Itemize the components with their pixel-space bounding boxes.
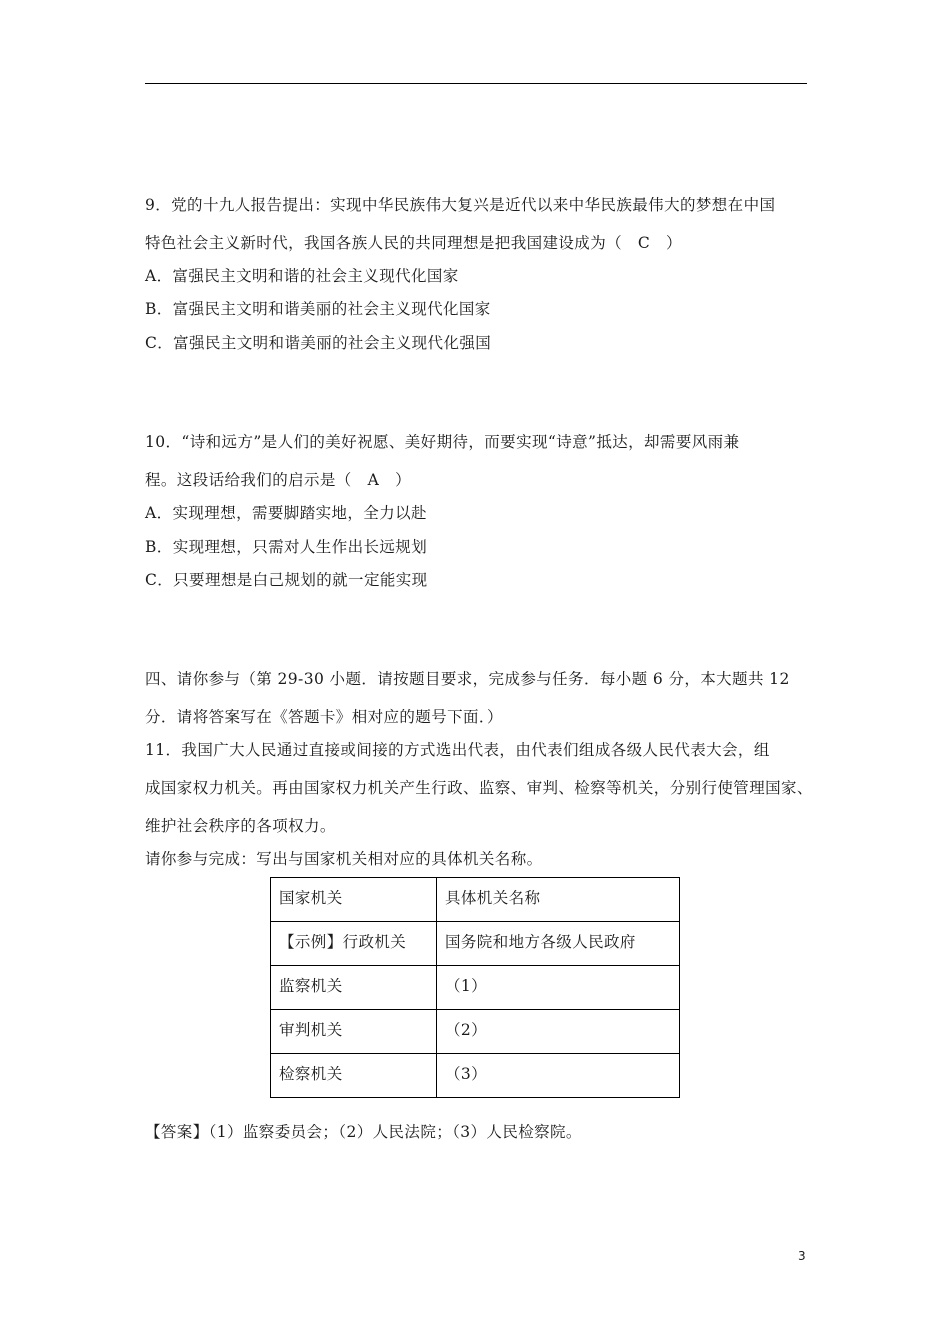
question-9-option-c: C．富强民主文明和谐美丽的社会主义现代化强国 <box>145 334 492 352</box>
question-10-option-c: C．只要理想是白己规划的就一定能实现 <box>145 571 428 589</box>
table-cell: （2） <box>437 1010 680 1054</box>
question-11-answer: 【答案】（1）监察委员会；（2）人民法院；（3）人民检察院。 <box>145 1123 582 1141</box>
question-9-option-b: B．富强民主文明和谐美丽的社会主义现代化国家 <box>145 300 491 318</box>
question-10-stem-line-1: 10．“诗和远方”是人们的美好祝愿、美好期待，而要实现“诗意”抵达，却需要风雨兼 <box>145 433 740 451</box>
header-rule <box>145 83 807 84</box>
table-cell: 检察机关 <box>271 1054 437 1098</box>
question-9-stem-line-1: 9．党的十九人报告提出：实现中华民族伟大复兴是近代以来中华民族最伟大的梦想在中国 <box>145 196 776 214</box>
table-cell: 监察机关 <box>271 966 437 1010</box>
table-cell: （3） <box>437 1054 680 1098</box>
question-11-stem-line-2: 成国家权力机关。再由国家权力机关产生行政、监察、审判、检察等机关，分别行使管理国家、 <box>145 779 813 797</box>
table-cell: 【示例】行政机关 <box>271 922 437 966</box>
page-number: 3 <box>798 1249 806 1263</box>
question-11-stem-line-3: 维护社会秩序的各项权力。 <box>145 817 336 835</box>
table-header-row <box>271 878 680 922</box>
table-cell: 国务院和地方各级人民政府 <box>437 922 680 966</box>
question-9-option-a: A．富强民主文明和谐的社会主义现代化国家 <box>145 267 459 285</box>
table-header-cell: 具体机关名称 <box>437 878 680 922</box>
table-row <box>271 966 680 1010</box>
table-cell: （1） <box>437 966 680 1010</box>
table-row <box>271 1010 680 1054</box>
table-row <box>271 922 680 966</box>
section-4-heading-line-1: 四、请你参与（第 29-30 小题．请按题目要求，完成参与任务．每小题 6 分，本大题共 12 <box>145 670 790 688</box>
question-10-option-b: B．实现理想，只需对人生作出长远规划 <box>145 538 428 556</box>
question-11-prompt: 请你参与完成：写出与国家机关相对应的具体机关名称。 <box>145 850 543 868</box>
section-4-heading-line-2: 分．请将答案写在《答题卡》相对应的题号下面．） <box>145 708 503 726</box>
question-10-stem-line-2: 程。这段话给我们的启示是（ A ） <box>145 471 411 489</box>
question-10-option-a: A．实现理想，需要脚踏实地，全力以赴 <box>145 504 427 522</box>
table-header-cell: 国家机关 <box>271 878 437 922</box>
question-11-stem-line-1: 11．我国广大人民通过直接或间接的方式选出代表，由代表们组成各级人民代表大会，组 <box>145 741 770 759</box>
state-organs-table <box>270 877 680 1098</box>
table-row <box>271 1054 680 1098</box>
question-9-stem-line-2: 特色社会主义新时代，我国各族人民的共同理想是把我国建设成为（ C ） <box>145 234 682 252</box>
table-cell: 审判机关 <box>271 1010 437 1054</box>
